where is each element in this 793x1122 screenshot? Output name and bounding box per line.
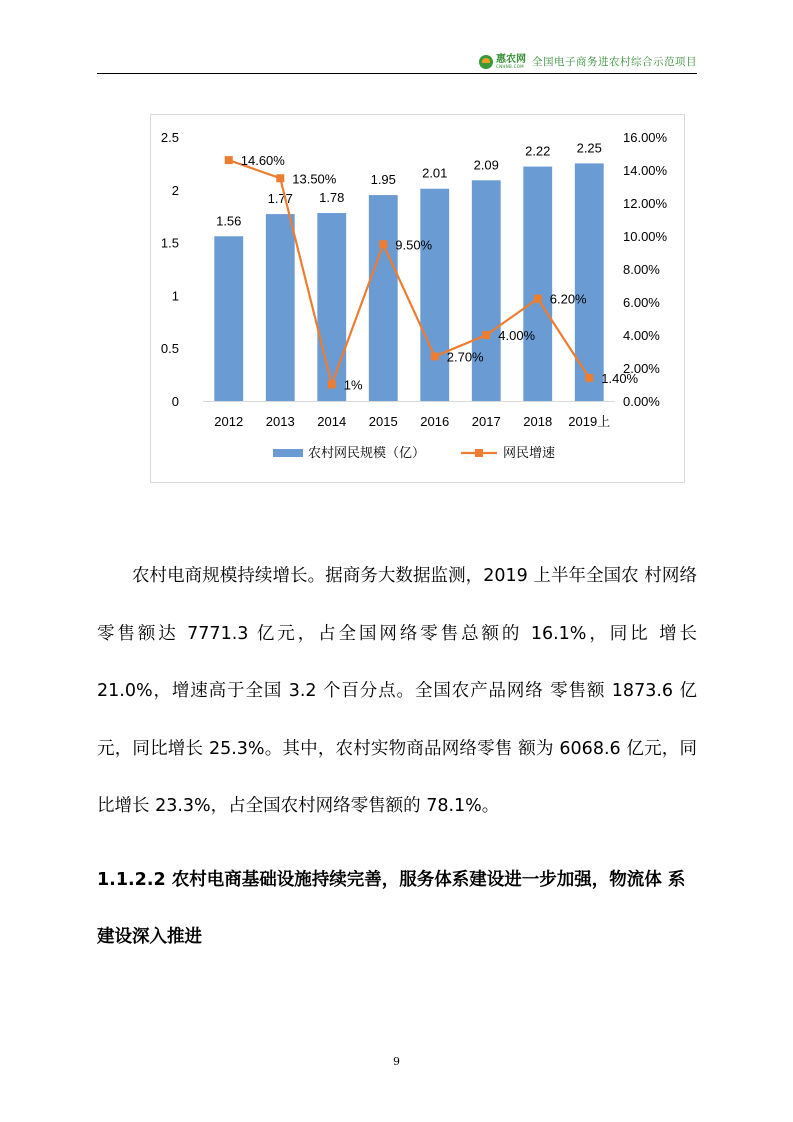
line-marker (225, 156, 233, 164)
bar (317, 213, 346, 401)
project-title: 全国电子商务进农村综合示范项目 (532, 56, 697, 68)
x-tick-label: 2012 (214, 414, 244, 429)
line-marker (276, 174, 284, 182)
legend-bar-label: 农村网民规模（亿） (308, 446, 426, 461)
y-left-tick-label: 0 (171, 394, 179, 409)
bar-data-label: 1.77 (267, 191, 293, 207)
line-data-label: 2.70% (446, 349, 484, 365)
bar-data-label: 1.95 (370, 172, 396, 188)
y-right-tick-label: 12.00% (623, 196, 668, 211)
line-data-label: 4.00% (498, 328, 536, 343)
line-data-label: 13.50% (292, 171, 337, 187)
bar (472, 180, 501, 401)
y-right-tick-label: 10.00% (623, 229, 668, 244)
x-tick-label: 2013 (265, 414, 295, 429)
y-right-tick-label: 16.00% (623, 130, 668, 145)
y-left-tick-label: 1.5 (160, 235, 179, 251)
bar (523, 167, 552, 401)
y-left-tick-label: 0.5 (160, 341, 179, 357)
section-heading: 1.1.2.2 农村电商基础设施持续完善，服务体系建设进一步加强，物流体 系建设深入推进 (97, 870, 686, 947)
chart-figure (150, 114, 685, 483)
y-left-tick-label: 1 (171, 288, 179, 304)
legend-bar-swatch (273, 449, 303, 457)
logo (496, 55, 526, 69)
y-right-tick-label: 14.00% (623, 163, 668, 178)
bar (420, 189, 449, 401)
y-right-tick-label: 2.00% (623, 361, 660, 376)
page-header (97, 50, 697, 74)
bar (369, 195, 398, 401)
bar-data-label: 1.56 (216, 213, 242, 229)
line-data-label: 9.50% (395, 237, 433, 253)
line-marker (585, 374, 593, 382)
x-tick-label: 2018 (523, 414, 553, 429)
x-tick-label: 2015 (368, 414, 398, 429)
bar-data-label: 2.01 (422, 165, 448, 181)
y-right-tick-label: 0.00% (623, 394, 660, 409)
bar (575, 163, 604, 401)
line-data-label: 1.40% (601, 370, 639, 386)
body-paragraph-block (97, 548, 697, 836)
chart-svg (151, 115, 684, 482)
bar-data-label: 2.22 (525, 143, 551, 159)
y-left-tick-label: 2.5 (160, 130, 179, 145)
legend-line-label: 网民增速 (503, 446, 556, 461)
line-marker (482, 331, 490, 339)
bar-data-label: 2.25 (576, 140, 602, 156)
bar (214, 236, 243, 401)
body-paragraph: 农村电商规模持续增长。据商务大数据监测，2019 上半年全国农 村网络零售额达 7771.3 亿元，占全国网络零售总额的 16.1%，同比 增长 21.0%，增速高于全国 3.2 个百分点。全国农产品网络 零售额 1873.6 亿元，同比增长 25.3%。其中，农村实物商品网络零售 额为 6068.6 亿元，同比增长 23.3%，占全国农村网络零售额的 78.1%。 (97, 566, 697, 816)
bar-data-label: 1.78 (319, 190, 345, 206)
line-data-label: 6.20% (549, 291, 587, 307)
x-tick-label: 2019上 (568, 414, 611, 429)
x-tick-label: 2014 (317, 414, 347, 429)
logo-name: 惠农网 (496, 53, 526, 65)
line-data-label: 1% (343, 377, 363, 393)
x-tick-label: 2017 (471, 414, 501, 429)
y-left-tick-label: 2 (171, 182, 179, 198)
page-number: 9 (393, 1055, 400, 1068)
line-data-label: 14.60% (240, 153, 285, 169)
bar (266, 214, 295, 401)
header-brand (479, 54, 697, 69)
header-divider (97, 73, 697, 74)
line-marker (379, 240, 387, 248)
bar-data-label: 2.09 (473, 157, 499, 173)
y-right-tick-label: 8.00% (623, 262, 660, 277)
line-marker (431, 352, 439, 360)
logo-domain: CNHNB.COM (496, 63, 524, 69)
y-right-tick-label: 6.00% (623, 295, 660, 310)
line-marker (534, 295, 542, 303)
legend-line-marker (475, 449, 483, 457)
y-right-tick-label: 4.00% (623, 328, 660, 343)
logo-icon (479, 55, 493, 69)
x-tick-label: 2016 (420, 414, 450, 429)
line-marker (328, 381, 336, 389)
